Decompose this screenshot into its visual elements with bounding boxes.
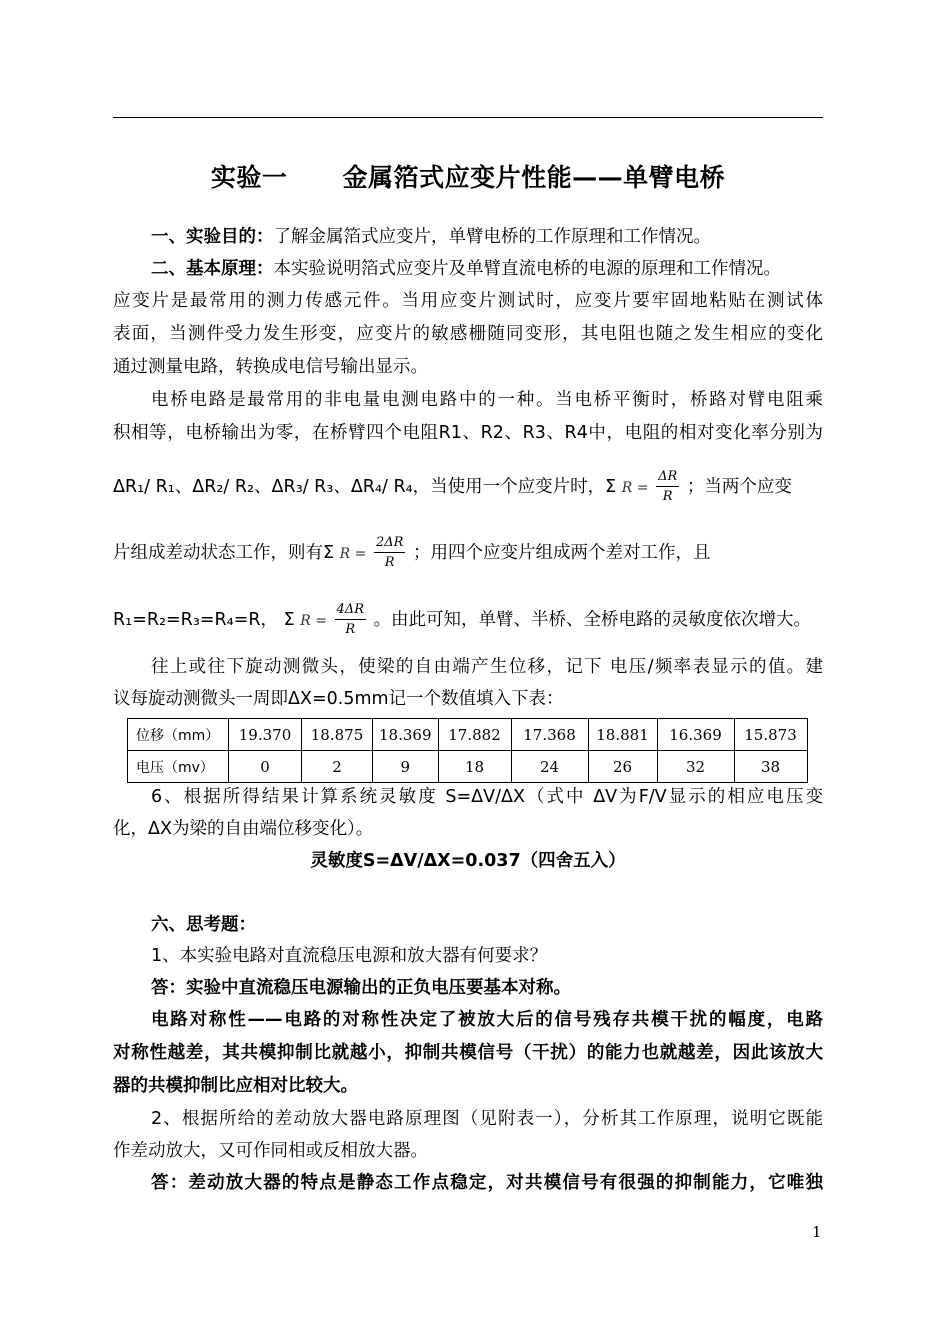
- answer-1-detail-line-2: 对称性越差，其共模抑制比就越小，抑制共模信号（干扰）的能力也就越差，因此该放大: [113, 1043, 823, 1063]
- question-1: 1、本实验电路对直流稳压电源和放大器有何要求？: [151, 946, 548, 966]
- table-cell: 38: [734, 751, 807, 783]
- bridge-line-1: 电桥电路是最常用的非电量电测电路中的一种。当电桥平衡时，桥路对臂电阻乘: [151, 390, 823, 410]
- table-cell: 18.881: [588, 719, 657, 751]
- principle-line-1: [113, 257, 823, 281]
- question-2-line-2: 作差动放大，又可作同相或反相放大器。: [113, 1141, 428, 1161]
- principle-line-3: 表面，当测件受力发生形变，应变片的敏感栅随同变形，其电阻也随之发生相应的变化: [113, 324, 823, 344]
- formula-1-lhs: R =: [621, 480, 649, 496]
- bridge-line-3: [113, 467, 823, 508]
- data-table: [127, 718, 808, 783]
- table-cell: 2: [302, 751, 373, 783]
- table-row: [128, 719, 808, 751]
- principle-line-2: 应变片是最常用的测力传感元件。当用应变片测试时，应变片要牢固地粘贴在测试体: [113, 291, 823, 311]
- table-cell: 26: [588, 751, 657, 783]
- answer-1-detail-line-1: 电路对称性——电路的对称性决定了被放大后的信号残存共模干扰的幅度，电路: [151, 1010, 823, 1030]
- principle-line-4: 通过测量电路，转换成电信号输出显示。: [113, 357, 428, 377]
- calc-line-2: 化，ΔX为梁的自由端位移变化）。: [113, 819, 374, 839]
- after-formula-2: ；用四个应变片组成两个差对工作，且: [412, 543, 711, 563]
- page-number: 1: [812, 1223, 822, 1241]
- equal-resistors-text: R₁=R₂=R₃=R₄=R， Σ: [113, 610, 295, 630]
- row-label-voltage: 电压（mv）: [128, 751, 229, 783]
- header-rule: [113, 117, 823, 118]
- table-cell: 18.369: [373, 719, 439, 751]
- table-row: [128, 751, 808, 783]
- procedure-line-2: 议每旋动测微头一周即ΔX=0.5mm记一个数值填入下表：: [113, 689, 564, 709]
- principle-label: 二、基本原理：: [151, 259, 274, 279]
- purpose-text: 了解金属箔式应变片，单臂电桥的工作原理和工作情况。: [273, 227, 711, 247]
- purpose-label: 一、实验目的：: [151, 227, 274, 247]
- formula-2-fraction: $\frac{2\Delta R}{R}$: [375, 535, 404, 570]
- table-cell: 19.370: [229, 719, 302, 751]
- bridge-line-4: [113, 533, 823, 574]
- table-cell: 17.882: [438, 719, 511, 751]
- answer-1-detail-line-3: 器的共模抑制比应相对比较大。: [113, 1076, 358, 1096]
- principle-text-1: 本实验说明箔式应变片及单臂直流电桥的电源的原理和工作情况。: [273, 259, 781, 279]
- table-cell: 16.369: [657, 719, 734, 751]
- formula-3-lhs: R =: [300, 613, 327, 629]
- page-title: 实验一 金属箔式应变片性能——单臂电桥: [210, 163, 726, 192]
- table-cell: 32: [657, 751, 734, 783]
- table-cell: 0: [229, 751, 302, 783]
- table-cell: 18.875: [302, 719, 373, 751]
- bridge-line-2: 积相等，电桥输出为零，在桥臂四个电阻R1、R2、R3、R4中，电阻的相对变化率分别为: [113, 423, 823, 443]
- after-formula-3: 。由此可知，单臂、半桥、全桥电路的灵敏度依次增大。: [373, 610, 812, 630]
- answer-2: 答：差动放大器的特点是静态工作点稳定，对共模信号有很强的抑制能力，它唯独: [151, 1173, 823, 1193]
- row-label-displacement: 位移（mm）: [128, 719, 229, 751]
- diff-text: 片组成差动状态工作，则有Σ: [113, 543, 335, 563]
- sensitivity-result: 灵敏度S=ΔV/ΔX=0.037（四舍五入）: [310, 851, 626, 871]
- formula-3-fraction: $\frac{4\Delta R}{R}$: [336, 602, 364, 637]
- formula-1-fraction: $\frac{\Delta R}{R}$: [658, 469, 678, 504]
- purpose-paragraph: [113, 225, 823, 249]
- table-cell: 18: [438, 751, 511, 783]
- answer-1: 答：实验中直流稳压电源输出的正负电压要基本对称。: [151, 978, 571, 998]
- table-cell: 15.873: [734, 719, 807, 751]
- bridge-line-5: [113, 600, 823, 641]
- question-2-line-1: 2、根据所给的差动放大器电路原理图（见附表一），分析其工作原理，说明它既能: [151, 1109, 823, 1129]
- after-formula-1: ；当两个应变: [686, 477, 792, 497]
- table-cell: 17.368: [511, 719, 588, 751]
- table-cell: 9: [373, 751, 439, 783]
- procedure-line-1: 往上或往下旋动测微头，使梁的自由端产生位移，记下 电压/频率表显示的值。建: [151, 657, 823, 677]
- calc-line-1: 6、根据所得结果计算系统灵敏度 S=ΔV/ΔX（式中 ΔV为F/V显示的相应电压变: [151, 787, 823, 807]
- questions-heading: 六、思考题：: [151, 915, 256, 935]
- table-cell: 24: [511, 751, 588, 783]
- formula-2-lhs: R =: [339, 546, 367, 562]
- ratios-text: ΔR₁/ R₁、ΔR₂/ R₂、ΔR₃/ R₃、ΔR₄/ R₄，当使用一个应变片时，Σ: [113, 477, 617, 497]
